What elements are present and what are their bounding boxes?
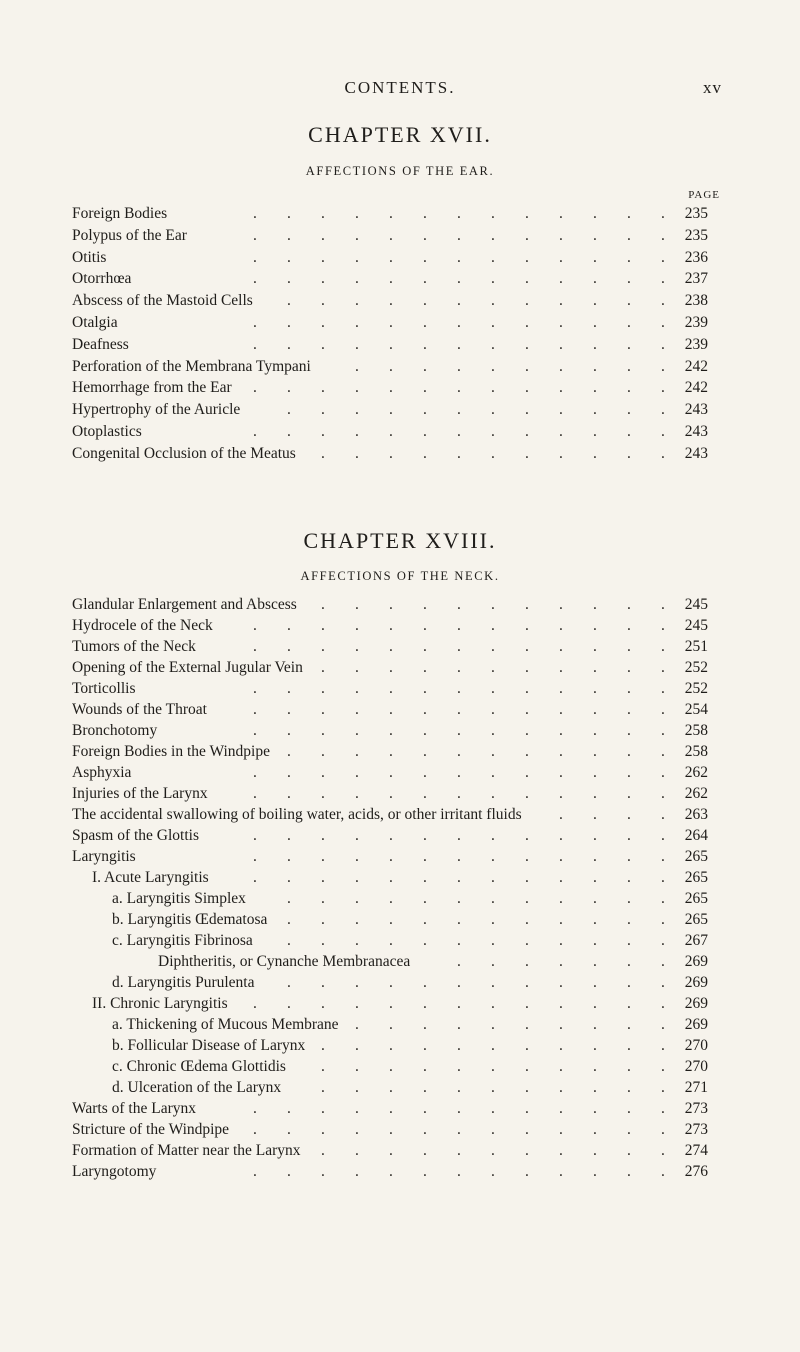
page-column-label: PAGE <box>688 189 720 201</box>
toc-entry: Torticollis 252 . . . . . . . . . . . . . <box>72 680 708 697</box>
toc-entry: Otorrhœa 237 . . . . . . . . . . . . . <box>72 270 708 288</box>
toc-entry-label: I. Acute Laryngitis <box>92 869 209 886</box>
toc-entry: II. Chronic Laryngitis 269 . . . . . . . . . . . . . <box>92 995 708 1012</box>
toc-entry-page: 269 <box>684 995 708 1012</box>
toc-entry-label: Congenital Occlusion of the Meatus <box>72 444 296 462</box>
toc-entry-label: Injuries of the Larynx <box>72 785 208 802</box>
toc-entry-page: 273 <box>684 1121 708 1138</box>
toc-entry: Warts of the Larynx 273 . . . . . . . . . . . . . <box>72 1100 708 1117</box>
running-title: CONTENTS. <box>344 78 456 97</box>
running-header <box>0 78 800 102</box>
toc-entry-label: c. Laryngitis Fibrinosa <box>112 932 253 949</box>
toc-entry-label: a. Thickening of Mucous Membrane <box>112 1016 339 1033</box>
toc-entry: b. Laryngitis Œdematosa 265 . . . . . . . . . . . . <box>112 911 708 928</box>
toc-entry-label: Otoplastics <box>72 423 142 440</box>
toc-entry-label: d. Laryngitis Purulenta <box>112 974 255 991</box>
toc-entry-label: Hemorrhage from the Ear <box>72 379 232 397</box>
toc-entry-page: 237 <box>684 270 708 288</box>
toc-entry-page: 271 <box>684 1079 708 1096</box>
toc-entry-page: 242 <box>684 357 708 375</box>
toc-entry-page: 251 <box>684 638 708 655</box>
toc-entry: a. Thickening of Mucous Membrane 269 . . . . . . . . . . <box>112 1016 708 1033</box>
toc-entry-label: Glandular Enlargement and Abscess <box>72 596 297 613</box>
toc-entry-page: 265 <box>684 848 708 865</box>
toc-entry-page: 258 <box>684 743 708 760</box>
toc-entry: I. Acute Laryngitis 265 . . . . . . . . . . . . . <box>92 869 708 886</box>
toc-entry: c. Chronic Œdema Glottidis 270 . . . . . . . . . . . <box>112 1058 708 1075</box>
toc-entry-label: d. Ulceration of the Larynx <box>112 1079 282 1096</box>
toc-entry-label: Formation of Matter near the Larynx <box>72 1142 301 1159</box>
toc-entry: d. Ulceration of the Larynx 271 . . . . . . . . . . . <box>112 1079 708 1096</box>
toc-entry: Perforation of the Membrana Tympani 242 . . . . . . . . . . <box>72 357 708 375</box>
chapter-title: CHAPTER XVIII. <box>303 528 497 553</box>
toc-entry: Polypus of the Ear 235 . . . . . . . . . . . . . <box>72 226 708 244</box>
toc-entry: c. Laryngitis Fibrinosa 267 . . . . . . . . . . . . <box>112 932 708 949</box>
chapter-title: CHAPTER XVII. <box>308 122 492 147</box>
toc-entry-label: Tumors of the Neck <box>72 638 196 655</box>
toc-entry-page: 267 <box>684 932 708 949</box>
toc-entry: Otitis 236 . . . . . . . . . . . . . <box>72 248 708 266</box>
toc-entry: Opening of the External Jugular Vein 252 . . . . . . . . . . . <box>72 659 708 676</box>
toc-entry-label: Laryngotomy <box>72 1163 157 1180</box>
toc-entry-page: 254 <box>684 701 708 718</box>
toc-entry: Foreign Bodies in the Windpipe 258 . . . . . . . . . . . . <box>72 743 708 760</box>
toc-entry: Asphyxia 262 . . . . . . . . . . . . . <box>72 764 708 781</box>
toc-entry-label: Spasm of the Glottis <box>72 827 200 844</box>
toc-entry-page: 243 <box>684 401 708 419</box>
toc-entry-label: Torticollis <box>72 680 136 697</box>
toc-entry-page: 242 <box>684 379 708 397</box>
toc-entry: Laryngitis 265 . . . . . . . . . . . . . <box>72 848 708 865</box>
toc-entry: d. Laryngitis Purulenta 269 . . . . . . . . . . . . <box>112 974 708 991</box>
section-title: AFFECTIONS OF THE NECK. <box>300 569 500 583</box>
toc-entry-page: 265 <box>684 890 708 907</box>
toc-entry: Hypertrophy of the Auricle 243 . . . . . . . . . . . . <box>72 401 708 419</box>
toc-entry-page: 235 <box>684 205 708 222</box>
toc-entry-label: Bronchotomy <box>72 722 158 739</box>
toc-entry-label: Stricture of the Windpipe <box>72 1121 230 1138</box>
toc-entry: Formation of Matter near the Larynx 274 . . . . . . . . . . . <box>72 1142 708 1159</box>
toc-entry: Spasm of the Glottis 264 . . . . . . . . . . . . . <box>72 827 708 844</box>
toc-entry: Deafness 239 . . . . . . . . . . . . . <box>72 335 708 353</box>
toc-entry-page: 265 <box>684 869 708 886</box>
toc-entry-page: 262 <box>684 785 708 802</box>
toc-entry: Foreign Bodies 235 . . . . . . . . . . . . . <box>72 205 708 222</box>
toc-entry-label: Otorrhœa <box>72 270 132 288</box>
toc-entry-page: 258 <box>684 722 708 739</box>
toc-entry-label: II. Chronic Laryngitis <box>92 995 228 1012</box>
toc-entry-page: 262 <box>684 764 708 781</box>
toc-entry-page: 269 <box>684 1016 708 1033</box>
toc-entry: Congenital Occlusion of the Meatus 243 . . . . . . . . . . . <box>72 444 708 462</box>
toc-entry-label: Hypertrophy of the Auricle <box>72 401 241 419</box>
toc-entry-label: b. Follicular Disease of Larynx <box>112 1037 306 1054</box>
toc-entry-page: 274 <box>684 1142 708 1159</box>
toc-entry-label: Diphtheritis, or Cynanche Membranacea <box>158 953 411 970</box>
toc-entry-page: 243 <box>684 444 708 462</box>
toc-entry-label: Deafness <box>72 335 129 353</box>
toc-entry-page: 264 <box>684 827 708 844</box>
toc-entry-label: Wounds of the Throat <box>72 701 207 718</box>
toc-entry-page: 236 <box>684 248 708 266</box>
toc-entry-page: 239 <box>684 314 708 331</box>
toc-entry-label: Warts of the Larynx <box>72 1100 196 1117</box>
toc-entry-label: Laryngitis <box>72 848 136 865</box>
toc-entry: Laryngotomy 276 . . . . . . . . . . . . . <box>72 1163 708 1180</box>
toc-entry-page: 245 <box>684 617 708 634</box>
toc-entry: The accidental swallowing of boiling water, acids, or other irritant fluids 263 . . . . <box>72 806 708 823</box>
toc-entry-label: a. Laryngitis Simplex <box>112 890 246 907</box>
toc-entry-label: Foreign Bodies <box>72 205 168 222</box>
toc-entry-label: Asphyxia <box>72 764 132 781</box>
toc-entry-label: Otalgia <box>72 314 118 331</box>
toc-entry-label: Abscess of the Mastoid Cells <box>72 292 253 310</box>
toc-entry-label: Perforation of the Membrana Tympani <box>72 357 311 375</box>
toc-entry: Stricture of the Windpipe 273 . . . . . . . . . . . . . <box>72 1121 708 1138</box>
toc-entry: Tumors of the Neck 251 . . . . . . . . . . . . . <box>72 638 708 655</box>
toc-entry-page: 273 <box>684 1100 708 1117</box>
toc-entry: Hemorrhage from the Ear 242 . . . . . . . . . . . . . <box>72 379 708 397</box>
toc-entry-page: 265 <box>684 911 708 928</box>
toc-entry-label: Hydrocele of the Neck <box>72 617 213 634</box>
toc-entry-page: 252 <box>684 680 708 697</box>
toc-entry-label: c. Chronic Œdema Glottidis <box>112 1058 286 1075</box>
page-number: xv <box>703 78 722 97</box>
toc-entry: Hydrocele of the Neck 245 . . . . . . . . . . . . . <box>72 617 708 634</box>
toc-entry-label: The accidental swallowing of boiling water, acids, or other irritant fluids <box>72 806 522 823</box>
toc-entry: b. Follicular Disease of Larynx 270 . . . . . . . . . . . <box>112 1037 708 1054</box>
toc-entry: Otalgia 239 . . . . . . . . . . . . . <box>72 314 708 331</box>
toc-entry-label: Otitis <box>72 248 107 266</box>
toc-entry-label: Opening of the External Jugular Vein <box>72 659 303 676</box>
toc-entry: a. Laryngitis Simplex 265 . . . . . . . . . . . . <box>112 890 708 907</box>
toc-entry-page: 235 <box>684 226 708 244</box>
toc-entry: Abscess of the Mastoid Cells 238 . . . . . . . . . . . . <box>72 292 708 310</box>
section-title: AFFECTIONS OF THE EAR. <box>305 164 495 178</box>
toc-entry: Diphtheritis, or Cynanche Membranacea 269 . . . . . . . <box>158 953 708 970</box>
toc-entry-label: Polypus of the Ear <box>72 226 187 244</box>
toc-entry-page: 270 <box>684 1058 708 1075</box>
toc-entry-page: 263 <box>684 806 708 823</box>
toc-entry: Otoplastics 243 . . . . . . . . . . . . . <box>72 423 708 440</box>
toc-entry-page: 276 <box>684 1163 708 1180</box>
toc-entry-page: 252 <box>684 659 708 676</box>
toc-entry-label: Foreign Bodies in the Windpipe <box>72 743 270 760</box>
toc-entry: Injuries of the Larynx 262 . . . . . . . . . . . . . <box>72 785 708 802</box>
toc-entry: Wounds of the Throat 254 . . . . . . . . . . . . . <box>72 701 708 718</box>
toc-entry-page: 269 <box>684 953 708 970</box>
toc-entry: Bronchotomy 258 . . . . . . . . . . . . . <box>72 722 708 739</box>
toc-entry-page: 243 <box>684 423 708 440</box>
toc-entry-page: 239 <box>684 335 708 353</box>
toc-entry-page: 238 <box>684 292 708 310</box>
toc-entry-page: 245 <box>684 596 708 613</box>
toc-entry-page: 270 <box>684 1037 708 1054</box>
toc-entry-label: b. Laryngitis Œdematosa <box>112 911 268 928</box>
toc-entry: Glandular Enlargement and Abscess 245 . . . . . . . . . . . <box>72 596 708 613</box>
toc-entry-page: 269 <box>684 974 708 991</box>
